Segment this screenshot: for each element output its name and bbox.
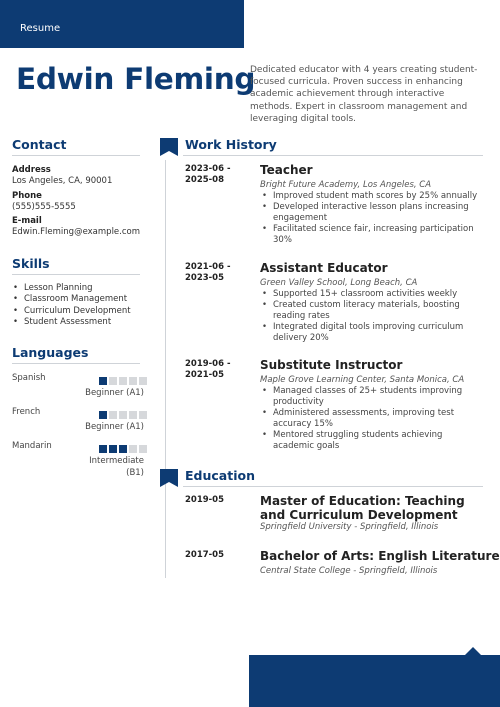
proficiency-square [129, 411, 137, 419]
job-entry [185, 261, 485, 351]
skill-item: • Classroom Management [12, 294, 131, 305]
proficiency-square [119, 445, 127, 453]
job-bullet: • Supported 15+ classroom activities weekly [260, 289, 485, 300]
skill-item: • Student Assessment [12, 317, 131, 328]
education-rule [183, 486, 483, 487]
job-org: Bright Future Academy, Los Angeles, CA [260, 180, 432, 190]
proficiency-square [129, 377, 137, 385]
phone-value: (555)555-5555 [12, 202, 76, 212]
language-level: Beginner (A1) [85, 388, 144, 398]
address-label: Address [12, 165, 51, 175]
job-bullet: • Facilitated science fair, increasing participation 30% [260, 224, 485, 246]
education-title: Education [185, 468, 255, 483]
skill-item: • Curriculum Development [12, 306, 131, 317]
proficiency-square [139, 411, 147, 419]
education-date: 2017-05 [185, 550, 225, 560]
bookmark-icon [160, 138, 178, 156]
phone-label: Phone [12, 191, 42, 201]
language-name: Spanish [12, 373, 46, 383]
proficiency-square [139, 445, 147, 453]
job-role: Substitute Instructor [260, 358, 403, 372]
education-school: Springfield University - Springfield, Illinois [260, 522, 439, 532]
proficiency-square [99, 377, 107, 385]
education-school: Central State College - Springfield, Illinois [260, 566, 438, 576]
languages-rule [12, 363, 140, 364]
skills-rule [12, 274, 140, 275]
job-entry [185, 163, 485, 253]
education-entry [185, 549, 500, 579]
address-value: Los Angeles, CA, 90001 [12, 176, 113, 186]
contact-rule [12, 155, 140, 156]
job-dates: 2021-06 - 2023-05 [185, 262, 231, 283]
job-bullet: • Mentored struggling students achieving academic goals [260, 430, 485, 452]
education-date: 2019-05 [185, 495, 225, 505]
job-dates: 2019-06 - 2021-05 [185, 359, 231, 380]
job-bullet: • Integrated digital tools improving curriculum delivery 20% [260, 322, 485, 344]
language-level-bar [99, 411, 147, 419]
resume-tag: Resume [20, 23, 61, 34]
proficiency-square [139, 377, 147, 385]
job-bullets [260, 289, 485, 344]
language-name: Mandarin [12, 441, 52, 451]
work-history-title: Work History [185, 137, 277, 152]
language-level: Beginner (A1) [85, 422, 144, 432]
proficiency-square [119, 377, 127, 385]
email-value: Edwin.Fleming@example.com [12, 227, 141, 237]
work-history-rule [183, 155, 483, 156]
proficiency-square [109, 377, 117, 385]
language-level-bar [99, 445, 147, 453]
candidate-name: Edwin Fleming [16, 62, 256, 96]
education-entry [185, 494, 485, 539]
job-bullets [260, 191, 485, 246]
job-bullet: • Managed classes of 25+ students improving productivity [260, 386, 485, 408]
job-bullet: • Created custom literacy materials, boosting reading rates [260, 300, 485, 322]
education-degree: Bachelor of Arts: English Literature [260, 549, 500, 563]
skill-item: • Lesson Planning [12, 283, 131, 294]
job-dates: 2023-06 - 2025-08 [185, 164, 231, 185]
email-label: E-mail [12, 216, 42, 226]
job-bullets [260, 386, 485, 452]
job-org: Green Valley School, Long Beach, CA [260, 278, 418, 288]
skills-title: Skills [12, 256, 50, 271]
proficiency-square [129, 445, 137, 453]
job-entry [185, 358, 485, 451]
skills-list [12, 283, 131, 328]
job-role: Assistant Educator [260, 261, 388, 275]
bookmark-icon [160, 469, 178, 487]
timeline-line [165, 160, 166, 578]
education-degree: Master of Education: Teaching and Curriculum Development [260, 494, 465, 522]
header-banner [0, 0, 244, 48]
job-bullet: • Improved student math scores by 25% annually [260, 191, 485, 202]
footer-block [249, 655, 500, 707]
proficiency-square [99, 445, 107, 453]
proficiency-square [109, 411, 117, 419]
professional-summary: Dedicated educator with 4 years creating student-focused curricula. Proven success in enhancing academic achievement through interactive methods. Expert in classroom management and leveraging digital tools. [250, 65, 478, 124]
proficiency-square [109, 445, 117, 453]
job-bullet: • Administered assessments, improving test accuracy 15% [260, 408, 485, 430]
language-name: French [12, 407, 41, 417]
languages-title: Languages [12, 345, 89, 360]
job-org: Maple Grove Learning Center, Santa Monica, CA [260, 375, 465, 385]
proficiency-square [119, 411, 127, 419]
proficiency-square [99, 411, 107, 419]
job-role: Teacher [260, 163, 313, 177]
job-bullet: • Developed interactive lesson plans increasing engagement [260, 202, 485, 224]
language-level: Intermediate (B1) [89, 456, 144, 478]
contact-title: Contact [12, 137, 67, 152]
language-level-bar [99, 377, 147, 385]
